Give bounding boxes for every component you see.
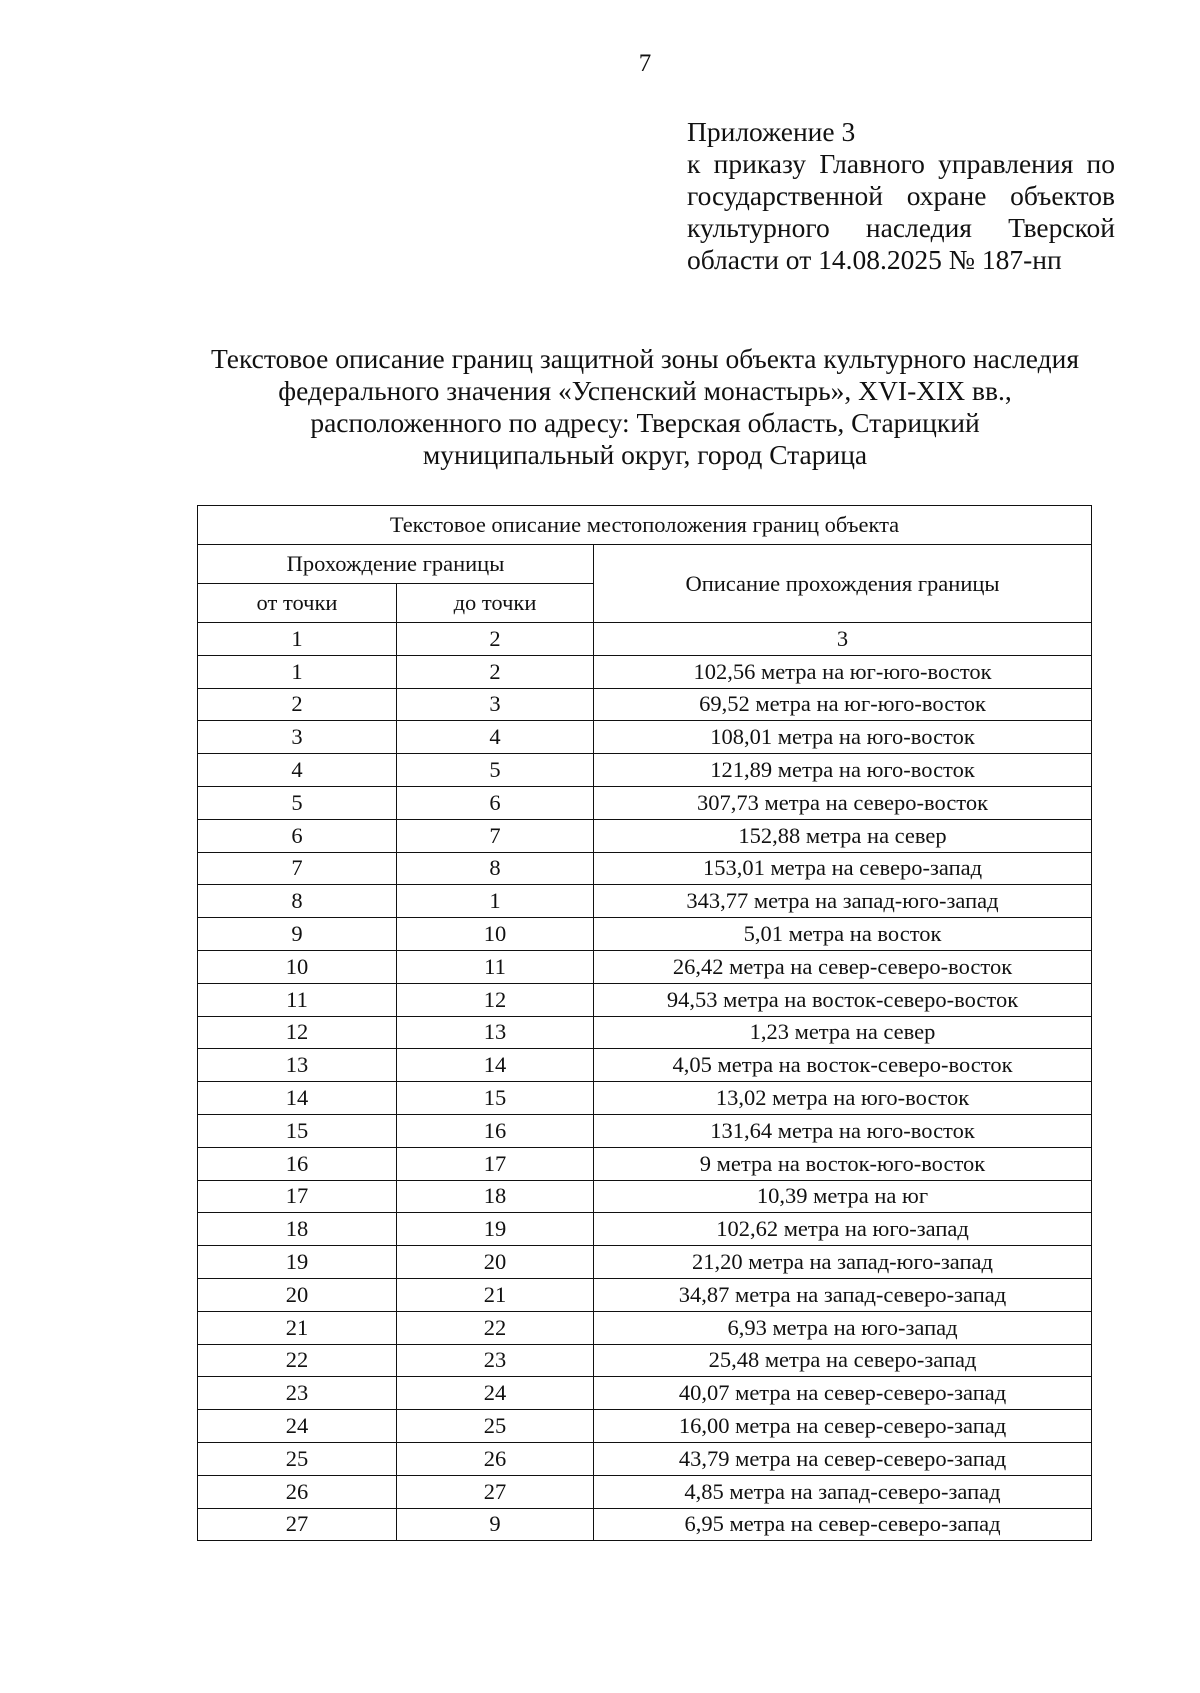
table-row [198, 1082, 1092, 1115]
to-point-cell: 17 [397, 1147, 594, 1180]
from-point-cell: 24 [198, 1410, 397, 1443]
from-point-cell: 27 [198, 1508, 397, 1541]
from-point-cell: 7 [198, 852, 397, 885]
table-header-row [198, 545, 1092, 584]
to-point-cell: 3 [397, 688, 594, 721]
description-cell: 25,48 метра на северо-запад [594, 1344, 1092, 1377]
to-point-cell: 23 [397, 1344, 594, 1377]
description-cell: 13,02 метра на юго-восток [594, 1082, 1092, 1115]
to-point-header: до точки [397, 584, 594, 623]
table-row [198, 885, 1092, 918]
to-point-cell: 12 [397, 983, 594, 1016]
to-point-cell: 19 [397, 1213, 594, 1246]
to-point-cell: 5 [397, 754, 594, 787]
table-row [198, 655, 1092, 688]
to-point-cell: 2 [397, 655, 594, 688]
description-cell: 343,77 метра на запад-юго-запад [594, 885, 1092, 918]
title-line: муниципальный округ, город Старица [422, 439, 868, 470]
description-cell: 307,73 метра на северо-восток [594, 786, 1092, 819]
table-row [198, 983, 1092, 1016]
from-point-cell: 9 [198, 918, 397, 951]
from-point-cell: 17 [198, 1180, 397, 1213]
table-row [198, 1278, 1092, 1311]
table-caption: Текстовое описание местоположения границ объекта [198, 506, 1092, 545]
group-header: Прохождение границы [198, 545, 594, 584]
description-cell: 9 метра на восток-юго-восток [594, 1147, 1092, 1180]
from-point-cell: 16 [198, 1147, 397, 1180]
to-point-cell: 15 [397, 1082, 594, 1115]
to-point-cell: 8 [397, 852, 594, 885]
from-point-header: от точки [198, 584, 397, 623]
table-row [198, 918, 1092, 951]
description-cell: 43,79 метра на север-северо-запад [594, 1442, 1092, 1475]
appendix-line: области от 14.08.2025 № 187-нп [687, 244, 1062, 275]
table-row [198, 786, 1092, 819]
to-point-cell: 26 [397, 1442, 594, 1475]
appendix-reference [687, 116, 1115, 276]
table-row [198, 1311, 1092, 1344]
to-point-cell: 25 [397, 1410, 594, 1443]
from-point-cell: 25 [198, 1442, 397, 1475]
description-cell: 10,39 метра на юг [594, 1180, 1092, 1213]
from-point-cell: 14 [198, 1082, 397, 1115]
from-point-cell: 22 [198, 1344, 397, 1377]
to-point-cell: 24 [397, 1377, 594, 1410]
from-point-cell: 26 [198, 1475, 397, 1508]
table-row [198, 721, 1092, 754]
to-point-cell: 20 [397, 1246, 594, 1279]
table-row [198, 1049, 1092, 1082]
table-row [198, 1016, 1092, 1049]
to-point-cell: 27 [397, 1475, 594, 1508]
table-row [198, 1246, 1092, 1279]
from-point-cell: 13 [198, 1049, 397, 1082]
table-row [198, 1213, 1092, 1246]
document-title [160, 343, 1130, 471]
description-cell: 26,42 метра на север-северо-восток [594, 950, 1092, 983]
description-cell: 40,07 метра на север-северо-запад [594, 1377, 1092, 1410]
description-cell: 121,89 метра на юго-восток [594, 754, 1092, 787]
title-line: расположенного по адресу: Тверская область, Старицкий [310, 407, 980, 438]
to-point-cell: 4 [397, 721, 594, 754]
from-point-cell: 8 [198, 885, 397, 918]
description-cell: 102,56 метра на юг-юго-восток [594, 655, 1092, 688]
table-row [198, 754, 1092, 787]
from-point-cell: 20 [198, 1278, 397, 1311]
appendix-line: Приложение 3 [687, 116, 856, 147]
from-point-cell: 23 [198, 1377, 397, 1410]
table-row [198, 688, 1092, 721]
page-number: 7 [638, 50, 652, 77]
from-point-cell: 15 [198, 1114, 397, 1147]
description-cell: 153,01 метра на северо-запад [594, 852, 1092, 885]
appendix-line: государственной охране объектов [687, 180, 1115, 211]
table-row [198, 1180, 1092, 1213]
table-row [198, 1344, 1092, 1377]
title-line: Текстовое описание границ защитной зоны объекта культурного наследия [210, 343, 1079, 374]
description-cell: 102,62 метра на юго-запад [594, 1213, 1092, 1246]
from-point-cell: 3 [198, 721, 397, 754]
to-point-cell: 6 [397, 786, 594, 819]
description-cell: 6,95 метра на север-северо-запад [594, 1508, 1092, 1541]
to-point-cell: 7 [397, 819, 594, 852]
description-cell: 131,64 метра на юго-восток [594, 1114, 1092, 1147]
to-point-cell: 22 [397, 1311, 594, 1344]
description-cell: 5,01 метра на восток [594, 918, 1092, 951]
table-row [198, 852, 1092, 885]
to-point-cell: 10 [397, 918, 594, 951]
to-point-cell: 13 [397, 1016, 594, 1049]
from-point-cell: 1 [198, 655, 397, 688]
from-point-cell: 21 [198, 1311, 397, 1344]
column-number-row [198, 623, 1092, 656]
to-point-cell: 18 [397, 1180, 594, 1213]
appendix-line: культурного наследия Тверской [687, 212, 1115, 243]
boundary-table [197, 505, 1092, 1541]
description-cell: 16,00 метра на север-северо-запад [594, 1410, 1092, 1443]
to-point-cell: 21 [397, 1278, 594, 1311]
description-cell: 34,87 метра на запад-северо-запад [594, 1278, 1092, 1311]
description-cell: 4,85 метра на запад-северо-запад [594, 1475, 1092, 1508]
column-number: 1 [198, 623, 397, 656]
to-point-cell: 16 [397, 1114, 594, 1147]
description-cell: 108,01 метра на юго-восток [594, 721, 1092, 754]
from-point-cell: 11 [198, 983, 397, 1016]
from-point-cell: 5 [198, 786, 397, 819]
table-row [198, 1475, 1092, 1508]
table-row [198, 1114, 1092, 1147]
description-cell: 6,93 метра на юго-запад [594, 1311, 1092, 1344]
from-point-cell: 6 [198, 819, 397, 852]
from-point-cell: 2 [198, 688, 397, 721]
from-point-cell: 12 [198, 1016, 397, 1049]
table-row [198, 950, 1092, 983]
description-cell: 21,20 метра на запад-юго-запад [594, 1246, 1092, 1279]
description-cell: 152,88 метра на север [594, 819, 1092, 852]
from-point-cell: 4 [198, 754, 397, 787]
from-point-cell: 19 [198, 1246, 397, 1279]
column-number: 3 [594, 623, 1092, 656]
to-point-cell: 14 [397, 1049, 594, 1082]
table-row [198, 1147, 1092, 1180]
column-number: 2 [397, 623, 594, 656]
table-row [198, 819, 1092, 852]
to-point-cell: 1 [397, 885, 594, 918]
description-cell: 69,52 метра на юг-юго-восток [594, 688, 1092, 721]
description-cell: 94,53 метра на восток-северо-восток [594, 983, 1092, 1016]
from-point-cell: 18 [198, 1213, 397, 1246]
appendix-line: к приказу Главного управления по [687, 148, 1115, 179]
table-row [198, 1508, 1092, 1541]
table-row [198, 1442, 1092, 1475]
title-line: федерального значения «Успенский монастырь», XVI-XIX вв., [278, 375, 1012, 406]
description-cell: 4,05 метра на восток-северо-восток [594, 1049, 1092, 1082]
from-point-cell: 10 [198, 950, 397, 983]
to-point-cell: 11 [397, 950, 594, 983]
table-row [198, 1410, 1092, 1443]
table-row [198, 1377, 1092, 1410]
description-cell: 1,23 метра на север [594, 1016, 1092, 1049]
to-point-cell: 9 [397, 1508, 594, 1541]
description-header: Описание прохождения границы [594, 545, 1092, 623]
table-caption-row [198, 506, 1092, 545]
